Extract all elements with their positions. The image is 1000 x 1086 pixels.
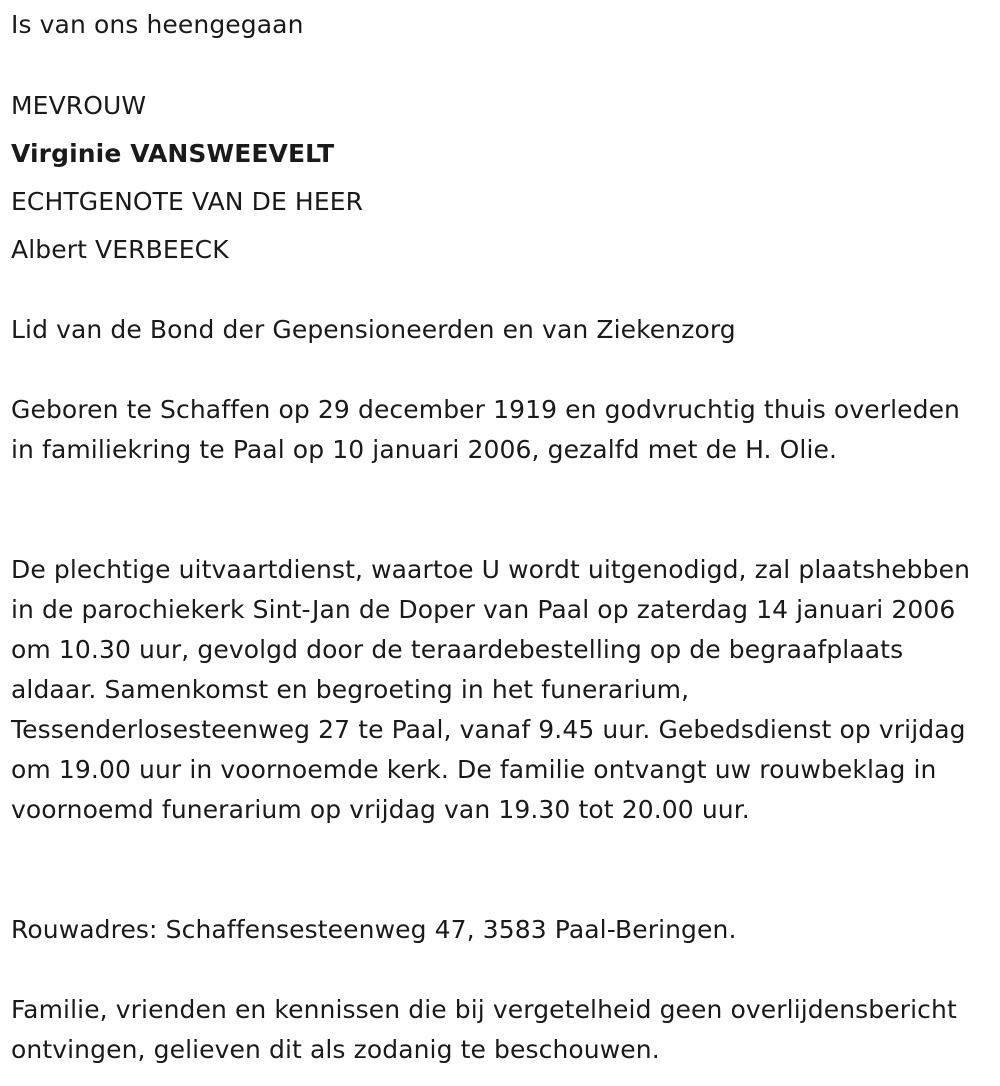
address-text: Rouwadres: Schaffensesteenweg 47, 3583 Paal-Beringen. (11, 915, 737, 944)
title-text: MEVROUW (11, 91, 147, 120)
deceased-name: Virginie VANSWEEVELT (11, 139, 335, 168)
birth-death-paragraph: Geboren te Schaffen op 29 december 1919 en godvruchtig thuis overleden in familiekring te Paal op 10 januari 2006, gezalfd met de H. Olie. (11, 395, 961, 464)
membership-text: Lid van de Bond der Gepensioneerden en van Ziekenzorg (11, 315, 736, 344)
funeral-paragraph: De plechtige uitvaartdienst, waartoe U wordt uitgenodigd, zal plaatshebben in de parochiekerk Sint-Jan de Doper van Paal op zaterdag 14 januari 2006 om 10.30 uur, gevolgd door de teraardebestelling op de begraafplaats aldaar. Samenkomst en begroeting in het funerarium, Tessenderlosesteenweg 27 te Paal, vanaf 9.45 uur. Gebedsdienst op vrijdag om 19.00 uur in voornoemde kerk. De familie ontvangt uw rouwbeklag in voornoemd funerarium op vrijdag van 19.30 tot 20.00 uur. (11, 555, 971, 824)
spouse-name: Albert VERBEECK (11, 235, 229, 264)
relation-text: ECHTGENOTE VAN DE HEER (11, 187, 364, 216)
closing-paragraph: Familie, vrienden en kennissen die bij vergetelheid geen overlijdensbericht ontvingen, gelieven dit als zodanig te beschouwen. (11, 995, 957, 1064)
intro-text: Is van ons heengegaan (11, 10, 304, 39)
